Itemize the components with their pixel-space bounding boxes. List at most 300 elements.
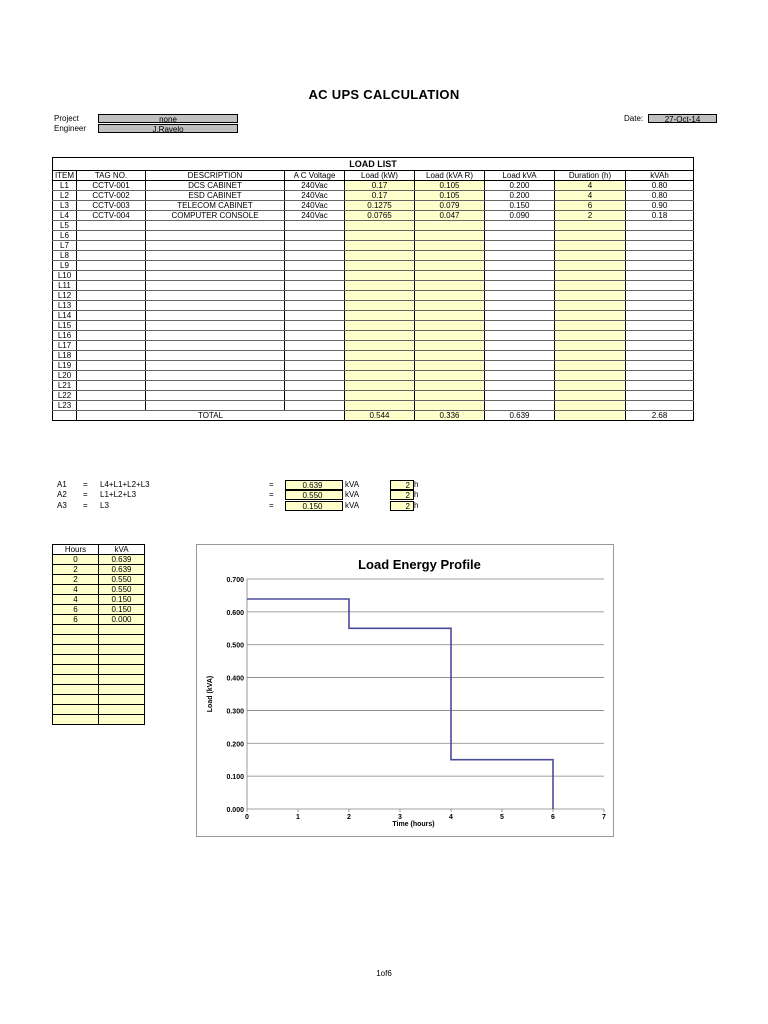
x-tick-label: 2 xyxy=(347,814,351,821)
hours-cell[interactable] xyxy=(53,645,99,655)
kva-cell[interactable] xyxy=(99,665,145,675)
equals-sign: = xyxy=(83,501,88,510)
table-cell xyxy=(146,221,285,231)
engineer-field[interactable]: J.Ravelo xyxy=(98,124,238,133)
hours-cell[interactable] xyxy=(53,625,99,635)
hours-row xyxy=(53,635,145,645)
table-cell[interactable]: 0.0765 xyxy=(345,211,415,221)
table-cell xyxy=(485,341,555,351)
table-cell[interactable] xyxy=(345,401,415,411)
table-cell xyxy=(626,281,694,291)
table-cell[interactable] xyxy=(345,231,415,241)
y-axis-label: Load (kVA) xyxy=(207,675,214,713)
hours-cell[interactable]: 6 xyxy=(53,615,99,625)
table-cell xyxy=(77,311,146,321)
table-cell: COMPUTER CONSOLE xyxy=(146,211,285,221)
table-cell[interactable] xyxy=(415,331,485,341)
table-cell[interactable] xyxy=(555,291,626,301)
table-row xyxy=(53,371,694,381)
table-row xyxy=(53,281,694,291)
table-cell xyxy=(485,241,555,251)
table-cell xyxy=(146,311,285,321)
scenario-kva[interactable]: 0.639 xyxy=(285,480,343,490)
table-cell xyxy=(626,291,694,301)
scenario-hours[interactable]: 2 xyxy=(390,480,414,490)
table-cell xyxy=(77,281,146,291)
scenario-unit: kVA xyxy=(345,480,360,489)
scenario-hours[interactable]: 2 xyxy=(390,490,414,500)
table-cell[interactable]: 2 xyxy=(555,211,626,221)
table-cell xyxy=(626,231,694,241)
table-row xyxy=(53,251,694,261)
table-cell[interactable] xyxy=(415,381,485,391)
hours-cell[interactable] xyxy=(53,665,99,675)
kva-cell[interactable] xyxy=(99,655,145,665)
table-cell[interactable] xyxy=(555,271,626,281)
hours-cell[interactable]: 2 xyxy=(53,575,99,585)
table-cell xyxy=(626,271,694,281)
table-cell xyxy=(626,341,694,351)
scenario-formula: L3 xyxy=(100,501,109,510)
table-cell[interactable] xyxy=(345,311,415,321)
y-tick-label: 0.500 xyxy=(226,642,244,650)
table-cell: CCTV-003 xyxy=(77,201,146,211)
table-cell xyxy=(77,291,146,301)
chart-svg xyxy=(197,545,613,836)
table-cell[interactable] xyxy=(555,341,626,351)
table-cell[interactable] xyxy=(555,321,626,331)
table-cell xyxy=(285,321,345,331)
table-cell xyxy=(77,221,146,231)
column-header: Load (kW) xyxy=(345,171,415,181)
table-cell[interactable] xyxy=(345,241,415,251)
column-header: Load (kVA R) xyxy=(415,171,485,181)
table-cell: L11 xyxy=(53,281,77,291)
date-field[interactable]: 27-Oct-14 xyxy=(648,114,717,123)
table-cell xyxy=(77,261,146,271)
table-cell: 240Vac xyxy=(285,201,345,211)
kva-cell[interactable] xyxy=(99,675,145,685)
kva-cell[interactable]: 0.150 xyxy=(99,595,145,605)
table-cell[interactable] xyxy=(555,351,626,361)
table-cell[interactable] xyxy=(415,321,485,331)
kva-cell[interactable]: 0.150 xyxy=(99,605,145,615)
table-cell: 0.80 xyxy=(626,181,694,191)
load-energy-profile-chart xyxy=(196,544,614,837)
kva-cell[interactable] xyxy=(99,685,145,695)
table-cell: L8 xyxy=(53,251,77,261)
table-cell[interactable]: 0.1275 xyxy=(345,201,415,211)
table-row xyxy=(53,231,694,241)
table-cell: L23 xyxy=(53,401,77,411)
table-cell[interactable] xyxy=(415,291,485,301)
hours-row xyxy=(53,595,145,605)
table-cell xyxy=(626,321,694,331)
table-cell xyxy=(485,261,555,271)
table-cell[interactable] xyxy=(415,271,485,281)
table-cell[interactable] xyxy=(415,341,485,351)
table-cell xyxy=(146,401,285,411)
table-cell: CCTV-004 xyxy=(77,211,146,221)
table-cell xyxy=(626,261,694,271)
column-header: Duration (h) xyxy=(555,171,626,181)
table-cell: 0.200 xyxy=(485,181,555,191)
scenario-name: A1 xyxy=(57,480,67,489)
kva-cell[interactable] xyxy=(99,645,145,655)
column-header: ITEM xyxy=(53,171,77,181)
table-cell xyxy=(485,351,555,361)
table-cell xyxy=(485,281,555,291)
table-cell xyxy=(485,381,555,391)
table-cell xyxy=(146,381,285,391)
table-cell xyxy=(77,381,146,391)
scenario-hours[interactable]: 2 xyxy=(390,501,414,511)
load-list-header-row xyxy=(53,171,694,181)
x-tick-label: 0 xyxy=(245,814,249,821)
page-title: AC UPS CALCULATION xyxy=(308,87,460,102)
table-cell[interactable] xyxy=(345,341,415,351)
table-row xyxy=(53,181,694,191)
table-cell[interactable] xyxy=(555,311,626,321)
table-cell xyxy=(485,271,555,281)
scenario-kva[interactable]: 0.150 xyxy=(285,501,343,511)
hours-row xyxy=(53,705,145,715)
table-cell: L21 xyxy=(53,381,77,391)
table-cell[interactable] xyxy=(555,281,626,291)
table-cell xyxy=(626,221,694,231)
kva-cell[interactable] xyxy=(99,635,145,645)
table-cell[interactable] xyxy=(345,281,415,291)
column-header: kVAh xyxy=(626,171,694,181)
hours-row xyxy=(53,575,145,585)
table-cell xyxy=(146,301,285,311)
table-cell xyxy=(146,271,285,281)
hours-row xyxy=(53,695,145,705)
table-row xyxy=(53,271,694,281)
table-cell xyxy=(485,361,555,371)
table-cell: 0.150 xyxy=(485,201,555,211)
hours-cell[interactable]: 6 xyxy=(53,605,99,615)
table-cell: L2 xyxy=(53,191,77,201)
table-cell: L6 xyxy=(53,231,77,241)
table-cell[interactable]: 6 xyxy=(555,201,626,211)
table-cell[interactable] xyxy=(555,381,626,391)
table-cell: L12 xyxy=(53,291,77,301)
table-cell[interactable]: 0.17 xyxy=(345,191,415,201)
table-cell xyxy=(146,321,285,331)
table-cell xyxy=(626,241,694,251)
table-cell[interactable] xyxy=(415,311,485,321)
x-tick-label: 5 xyxy=(500,814,504,821)
table-cell[interactable] xyxy=(555,361,626,371)
table-cell xyxy=(285,281,345,291)
y-tick-label: 0.000 xyxy=(226,807,244,814)
table-cell xyxy=(626,391,694,401)
scenario-hour-unit: h xyxy=(414,501,419,510)
table-cell xyxy=(285,401,345,411)
table-cell[interactable] xyxy=(345,271,415,281)
kva-cell[interactable]: 0.550 xyxy=(99,585,145,595)
total-kw: 0.544 xyxy=(345,411,415,421)
table-cell xyxy=(485,311,555,321)
y-tick-label: 0.700 xyxy=(226,577,244,584)
table-cell: CCTV-001 xyxy=(77,181,146,191)
table-cell: CCTV-002 xyxy=(77,191,146,201)
table-cell: L5 xyxy=(53,221,77,231)
hours-row xyxy=(53,655,145,665)
table-cell xyxy=(146,361,285,371)
hours-row xyxy=(53,685,145,695)
table-cell[interactable] xyxy=(555,241,626,251)
table-cell xyxy=(626,301,694,311)
kva-cell[interactable]: 0.639 xyxy=(99,555,145,565)
load-list-body xyxy=(53,181,694,411)
table-cell[interactable] xyxy=(345,291,415,301)
y-tick-label: 0.600 xyxy=(226,609,244,617)
table-cell: L4 xyxy=(53,211,77,221)
total-kvah: 2.68 xyxy=(626,411,694,421)
table-cell xyxy=(285,351,345,361)
table-cell[interactable] xyxy=(345,371,415,381)
scenario-unit: kVA xyxy=(345,501,360,510)
column-header: TAG NO. xyxy=(77,171,146,181)
table-cell xyxy=(626,361,694,371)
hours-row xyxy=(53,615,145,625)
kva-cell[interactable]: 0.550 xyxy=(99,575,145,585)
hours-cell[interactable]: 2 xyxy=(53,565,99,575)
table-cell[interactable] xyxy=(415,351,485,361)
table-cell[interactable] xyxy=(415,241,485,251)
table-row xyxy=(53,221,694,231)
table-cell xyxy=(285,381,345,391)
table-cell[interactable] xyxy=(415,361,485,371)
x-axis-label: Time (hours) xyxy=(392,821,435,828)
hours-cell[interactable] xyxy=(53,635,99,645)
kva-cell[interactable] xyxy=(99,625,145,635)
hours-header: Hours xyxy=(53,545,99,555)
scenario-unit: kVA xyxy=(345,490,360,499)
hours-table xyxy=(52,544,145,725)
load-list-table xyxy=(52,157,694,421)
hours-row xyxy=(53,625,145,635)
table-cell[interactable] xyxy=(415,221,485,231)
scenario-formula: L1+L2+L3 xyxy=(100,490,137,499)
table-cell xyxy=(485,371,555,381)
kva-cell[interactable] xyxy=(99,695,145,705)
x-tick-label: 6 xyxy=(551,814,555,821)
table-cell xyxy=(285,311,345,321)
table-cell[interactable] xyxy=(555,401,626,411)
scenario-hour-unit: h xyxy=(414,490,419,499)
load-series-line xyxy=(247,599,553,809)
table-cell[interactable] xyxy=(415,391,485,401)
table-cell[interactable] xyxy=(555,391,626,401)
table-row xyxy=(53,381,694,391)
total-row xyxy=(53,411,694,421)
table-cell: L7 xyxy=(53,241,77,251)
hours-cell[interactable]: 4 xyxy=(53,595,99,605)
table-cell[interactable] xyxy=(555,251,626,261)
kva-cell[interactable]: 0.639 xyxy=(99,565,145,575)
table-cell[interactable] xyxy=(415,301,485,311)
project-label: Project xyxy=(54,114,79,123)
table-cell[interactable]: 0.17 xyxy=(345,181,415,191)
hours-cell[interactable] xyxy=(53,685,99,695)
hours-cell[interactable]: 4 xyxy=(53,585,99,595)
table-cell xyxy=(626,311,694,321)
table-cell xyxy=(485,321,555,331)
table-cell[interactable] xyxy=(415,371,485,381)
table-cell: TELECOM CABINET xyxy=(146,201,285,211)
table-cell xyxy=(77,231,146,241)
kva-cell[interactable] xyxy=(99,705,145,715)
table-cell[interactable]: 0.047 xyxy=(415,211,485,221)
table-cell xyxy=(485,401,555,411)
hours-row xyxy=(53,665,145,675)
table-row xyxy=(53,201,694,211)
table-cell[interactable] xyxy=(345,381,415,391)
table-cell[interactable] xyxy=(345,351,415,361)
table-cell xyxy=(77,251,146,261)
table-cell[interactable] xyxy=(345,361,415,371)
table-cell xyxy=(285,241,345,251)
table-cell: L13 xyxy=(53,301,77,311)
table-row xyxy=(53,291,694,301)
table-row xyxy=(53,261,694,271)
table-cell[interactable]: 4 xyxy=(555,191,626,201)
x-tick-label: 1 xyxy=(296,814,300,821)
table-cell xyxy=(77,391,146,401)
kva-header: kVA xyxy=(99,545,145,555)
project-field[interactable]: none xyxy=(98,114,238,123)
equals-sign: = xyxy=(269,490,274,499)
table-cell[interactable] xyxy=(345,261,415,271)
table-cell xyxy=(146,231,285,241)
table-cell xyxy=(485,221,555,231)
table-cell[interactable] xyxy=(345,221,415,231)
table-cell xyxy=(77,331,146,341)
table-cell xyxy=(285,261,345,271)
table-cell xyxy=(146,351,285,361)
table-row xyxy=(53,321,694,331)
table-cell: 0.18 xyxy=(626,211,694,221)
table-cell xyxy=(285,231,345,241)
table-row xyxy=(53,351,694,361)
table-cell xyxy=(77,321,146,331)
total-kvar: 0.336 xyxy=(415,411,485,421)
y-tick-label: 0.100 xyxy=(226,774,244,782)
x-tick-label: 3 xyxy=(398,814,402,821)
table-cell[interactable] xyxy=(415,401,485,411)
hours-cell[interactable] xyxy=(53,675,99,685)
hours-cell[interactable] xyxy=(53,705,99,715)
scenario-formula: L4+L1+L2+L3 xyxy=(100,480,150,489)
table-cell xyxy=(146,291,285,301)
table-cell xyxy=(485,331,555,341)
table-cell[interactable] xyxy=(555,231,626,241)
table-cell[interactable] xyxy=(345,251,415,261)
table-cell: 240Vac xyxy=(285,181,345,191)
hours-cell[interactable] xyxy=(53,715,99,725)
scenario-hour-unit: h xyxy=(414,480,419,489)
table-cell: 0.090 xyxy=(485,211,555,221)
chart-title: Load Energy Profile xyxy=(358,557,481,572)
table-cell[interactable] xyxy=(555,371,626,381)
table-cell[interactable] xyxy=(555,301,626,311)
kva-cell[interactable]: 0.000 xyxy=(99,615,145,625)
table-cell xyxy=(77,341,146,351)
table-cell xyxy=(485,301,555,311)
table-cell[interactable] xyxy=(555,221,626,231)
table-cell: 0.80 xyxy=(626,191,694,201)
table-cell xyxy=(146,251,285,261)
table-cell[interactable] xyxy=(415,261,485,271)
table-cell: 0.90 xyxy=(626,201,694,211)
table-cell: L1 xyxy=(53,181,77,191)
equals-sign: = xyxy=(269,501,274,510)
table-cell[interactable] xyxy=(555,261,626,271)
column-header: Load kVA xyxy=(485,171,555,181)
scenario-kva[interactable]: 0.550 xyxy=(285,490,343,500)
table-cell[interactable]: 0.105 xyxy=(415,181,485,191)
table-cell xyxy=(285,391,345,401)
table-cell[interactable] xyxy=(415,231,485,241)
table-cell[interactable] xyxy=(345,331,415,341)
table-cell[interactable] xyxy=(555,331,626,341)
table-cell xyxy=(146,391,285,401)
table-cell xyxy=(485,291,555,301)
table-cell xyxy=(77,351,146,361)
table-cell xyxy=(77,301,146,311)
table-cell[interactable] xyxy=(345,321,415,331)
table-cell[interactable] xyxy=(345,301,415,311)
table-row xyxy=(53,401,694,411)
hours-row xyxy=(53,645,145,655)
hours-cell[interactable]: 0 xyxy=(53,555,99,565)
scenario-name: A2 xyxy=(57,490,67,499)
hours-row xyxy=(53,675,145,685)
table-cell: L18 xyxy=(53,351,77,361)
hours-row xyxy=(53,555,145,565)
table-cell: DCS CABINET xyxy=(146,181,285,191)
table-cell[interactable] xyxy=(345,391,415,401)
table-cell xyxy=(626,371,694,381)
column-header: DESCRIPTION xyxy=(146,171,285,181)
hours-cell[interactable] xyxy=(53,655,99,665)
table-cell[interactable]: 0.079 xyxy=(415,201,485,211)
table-cell: L3 xyxy=(53,201,77,211)
table-cell[interactable]: 4 xyxy=(555,181,626,191)
y-tick-label: 0.300 xyxy=(226,708,244,716)
table-cell: L17 xyxy=(53,341,77,351)
table-cell: L22 xyxy=(53,391,77,401)
table-row xyxy=(53,311,694,321)
engineer-label: Engineer xyxy=(54,124,87,133)
table-cell[interactable]: 0.105 xyxy=(415,191,485,201)
y-tick-label: 0.400 xyxy=(226,675,244,683)
hours-cell[interactable] xyxy=(53,695,99,705)
table-cell xyxy=(285,341,345,351)
table-row xyxy=(53,241,694,251)
table-cell xyxy=(285,291,345,301)
table-row xyxy=(53,341,694,351)
table-cell[interactable] xyxy=(415,251,485,261)
table-cell xyxy=(146,371,285,381)
table-cell: 240Vac xyxy=(285,211,345,221)
total-label: TOTAL xyxy=(77,411,345,421)
kva-cell[interactable] xyxy=(99,715,145,725)
table-cell[interactable] xyxy=(415,281,485,291)
